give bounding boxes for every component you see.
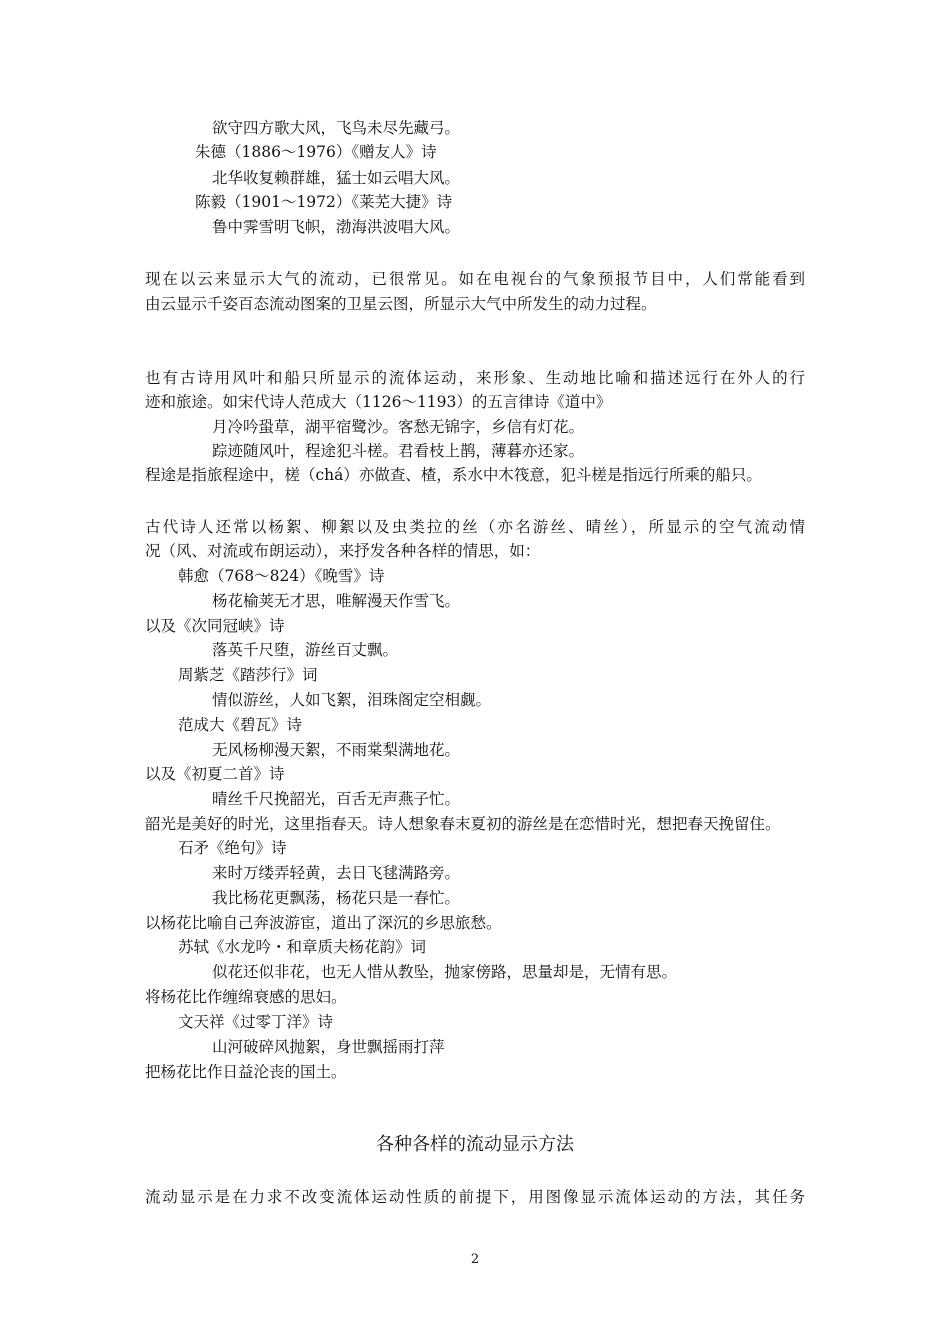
paragraph-line: 迹和旅途。如宋代诗人范成大（1126～1193）的五言律诗《道中》 <box>145 393 612 411</box>
poem-source: 韩愈（768～824）《晚雪》诗 <box>178 567 385 585</box>
paragraph-line: 程途是指旅程途中，槎（chá）亦做查、楂，系水中木筏意，犯斗槎是指远行所乘的船只。 <box>145 466 762 484</box>
poem-source: 文天祥《过零丁洋》诗 <box>178 1013 334 1031</box>
section-heading: 各种各样的流动显示方法 <box>376 1134 574 1155</box>
paragraph-line: 以杨花比喻自己奔波游宦，道出了深沉的乡思旅愁。 <box>145 914 502 932</box>
poem-line: 北华收复赖群雄，猛士如云唱大风。 <box>212 169 461 187</box>
poem-source: 周紫芝《踏莎行》词 <box>178 666 318 684</box>
poem-line: 山河破碎风抛絮，身世飘摇雨打萍 <box>212 1038 445 1056</box>
paragraph-line: 将杨花比作缠绵衰感的思妇。 <box>145 988 347 1006</box>
page-number: 2 <box>470 1252 480 1267</box>
paragraph-line: 韶光是美好的时光，这里指春天。诗人想象春末夏初的游丝是在恋惜时光，想把春天挽留住。 <box>145 815 781 833</box>
poem-source: 陈毅（1901～1972）《莱芜大捷》诗 <box>195 193 453 211</box>
poem-line: 落英千尺堕，游丝百丈飘。 <box>212 641 399 659</box>
poem-source: 苏轼《水龙吟・和章质夫杨花韵》词 <box>178 938 427 956</box>
poem-line: 月冷吟蛩草，湖平宿鹭沙。客愁无锦字，乡信有灯花。 <box>212 418 585 436</box>
poem-line: 鲁中霁雪明飞帜，渤海洪波唱大风。 <box>212 218 461 236</box>
paragraph-line: 流动显示是在力求不改变流体运动性质的前提下，用图像显示流体运动的方法，其任务 <box>145 1188 805 1206</box>
poem-line: 来时万缕弄轻黄，去日飞毬满路旁。 <box>212 864 461 882</box>
paragraph-line: 由云显示千姿百态流动图案的卫星云图，所显示大气中所发生的动力过程。 <box>145 295 657 313</box>
poem-line: 无风杨柳漫天絮，不雨棠梨满地花。 <box>212 741 461 759</box>
poem-source: 石矛《绝句》诗 <box>178 839 287 857</box>
poem-line: 晴丝千尺挽韶光，百舌无声燕子忙。 <box>212 790 461 808</box>
poem-line: 似花还似非花，也无人惜从教坠，抛家傍路，思量却是，无情有思。 <box>212 963 678 981</box>
poem-source: 朱德（1886～1976）《赠友人》诗 <box>195 143 437 161</box>
paragraph-line: 况（风、对流或布朗运动），来抒发各种各样的情思，如： <box>145 542 541 560</box>
paragraph-line: 古代诗人还常以杨絮、柳絮以及虫类拉的丝（亦名游丝、晴丝），所显示的空气流动情 <box>145 518 805 536</box>
poem-line: 杨花榆荚无才思，唯解漫天作雪飞。 <box>212 592 461 610</box>
poem-source: 以及《初夏二首》诗 <box>145 765 285 783</box>
poem-line: 踪迹随风叶，程途犯斗槎。君看枝上鹊，薄暮亦还家。 <box>212 442 585 460</box>
poem-line: 情似游丝，人如飞絮，泪珠阁定空相觑。 <box>212 691 492 709</box>
paragraph-line: 把杨花比作日益沦丧的国土。 <box>145 1063 347 1081</box>
poem-source: 范成大《碧瓦》诗 <box>178 716 303 734</box>
paragraph-line: 现在以云来显示大气的流动，已很常见。如在电视台的气象预报节目中，人们常能看到 <box>145 270 805 288</box>
poem-line: 我比杨花更飘荡，杨花只是一春忙。 <box>212 889 461 907</box>
poem-line: 欲守四方歌大风，飞鸟未尽先藏弓。 <box>212 119 461 137</box>
poem-source: 以及《次同冠峡》诗 <box>145 617 285 635</box>
paragraph-line: 也有古诗用风叶和船只所显示的流体运动，来形象、生动地比喻和描述远行在外人的行 <box>145 369 805 387</box>
